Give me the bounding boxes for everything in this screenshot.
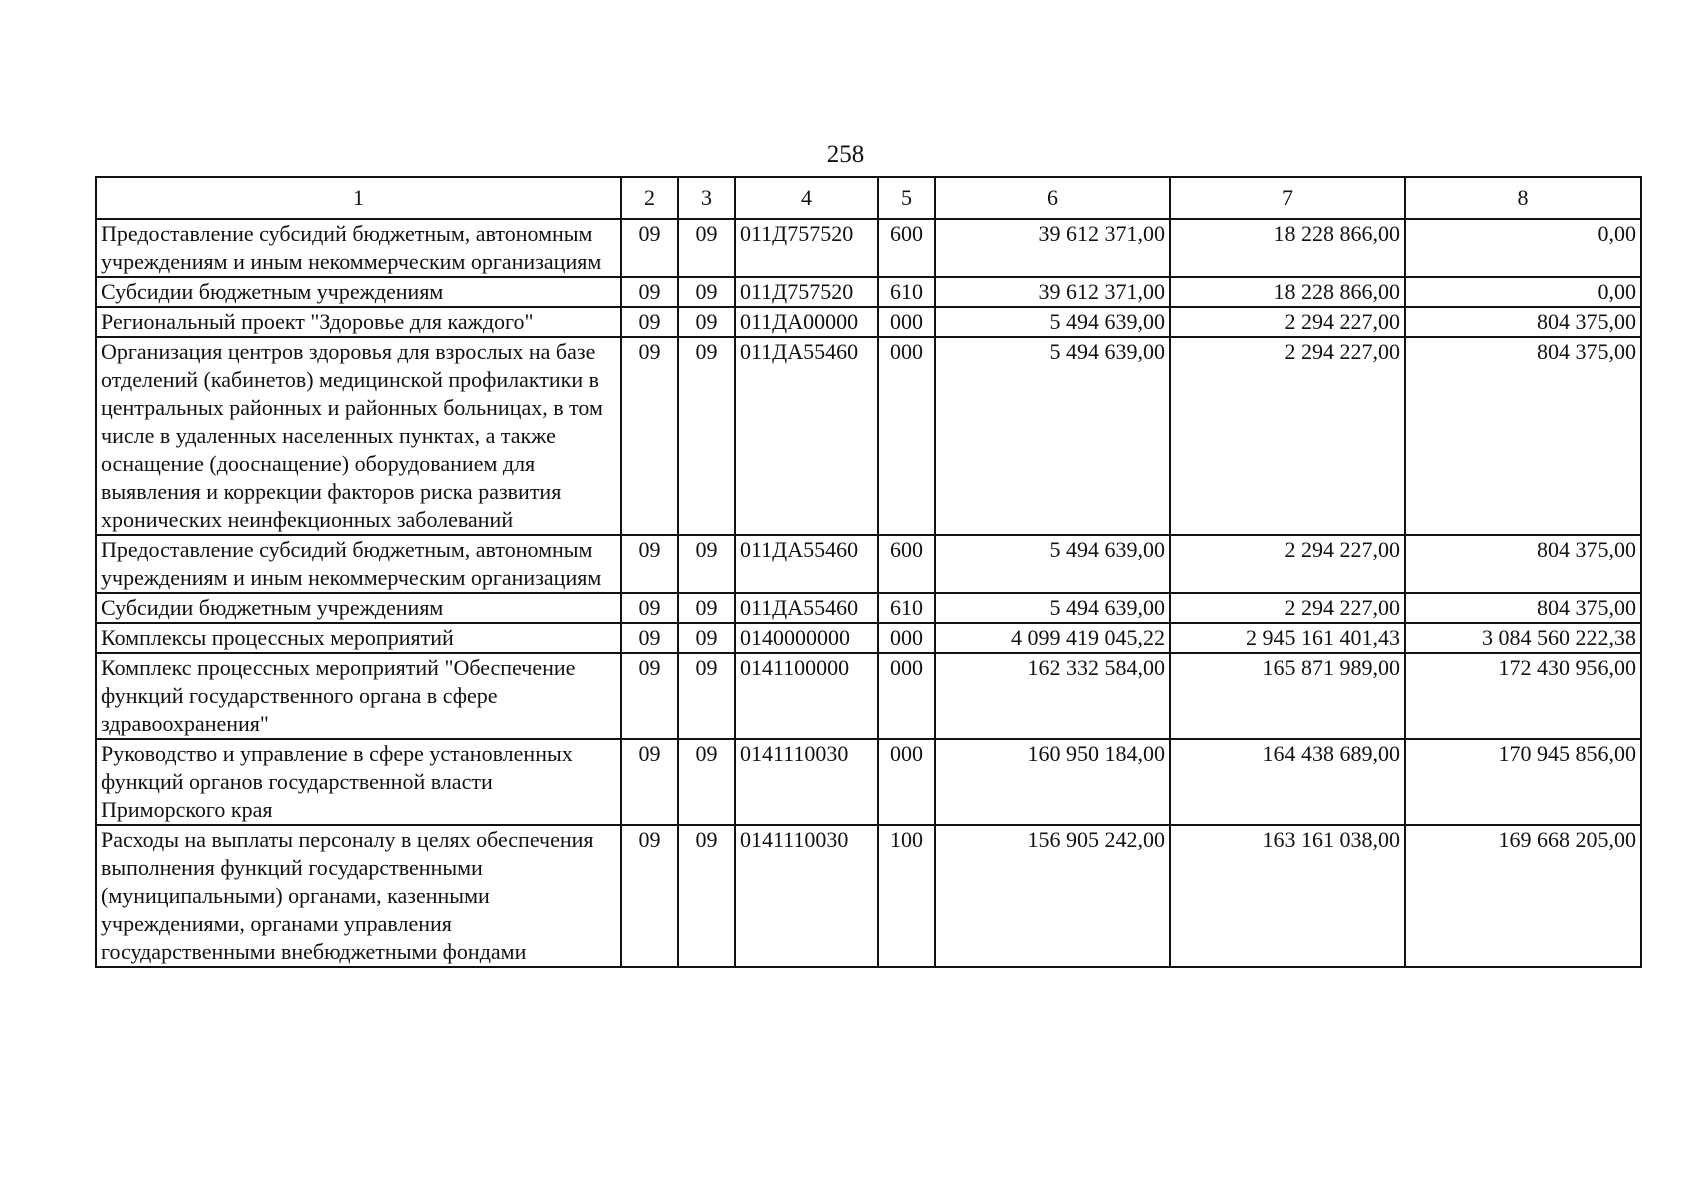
table-row: [96, 593, 1641, 623]
table-row: [96, 623, 1641, 653]
row-expense-type-cell: 610: [878, 277, 935, 307]
row-expense-type-cell: 610: [878, 593, 935, 623]
row-name-cell: Субсидии бюджетным учреждениям: [96, 593, 621, 623]
row-subsection-cell: 09: [678, 623, 735, 653]
header-cell-3: 3: [678, 177, 735, 219]
row-name-cell: Руководство и управление в сфере установленных функций органов государственной власти Приморского края: [96, 739, 621, 825]
row-name-cell: Региональный проект "Здоровье для каждого": [96, 307, 621, 337]
row-amount-col6: 156 905 242,00: [935, 825, 1170, 967]
row-subsection-cell: 09: [678, 219, 735, 277]
table-row: [96, 653, 1641, 739]
row-expense-type-cell: 000: [878, 623, 935, 653]
row-target-code-cell: 0141110030: [735, 825, 878, 967]
table-row: [96, 825, 1641, 967]
row-amount-col6: 5 494 639,00: [935, 535, 1170, 593]
table-body: [96, 219, 1641, 967]
row-name-cell: Субсидии бюджетным учреждениям: [96, 277, 621, 307]
header-row: [96, 177, 1641, 219]
row-expense-type-cell: 600: [878, 219, 935, 277]
row-subsection-cell: 09: [678, 739, 735, 825]
row-target-code-cell: 0141110030: [735, 739, 878, 825]
row-section-cell: 09: [621, 535, 678, 593]
header-cell-7: 7: [1170, 177, 1405, 219]
row-section-cell: 09: [621, 277, 678, 307]
row-amount-col6: 162 332 584,00: [935, 653, 1170, 739]
row-expense-type-cell: 000: [878, 307, 935, 337]
header-cell-1: 1: [96, 177, 621, 219]
row-name-cell: Комплекс процессных мероприятий "Обеспечение функций государственного органа в сфере здравоохранения": [96, 653, 621, 739]
header-cell-2: 2: [621, 177, 678, 219]
row-subsection-cell: 09: [678, 825, 735, 967]
header-cell-5: 5: [878, 177, 935, 219]
row-amount-col7: 2 294 227,00: [1170, 337, 1405, 535]
row-section-cell: 09: [621, 653, 678, 739]
row-subsection-cell: 09: [678, 337, 735, 535]
row-target-code-cell: 0140000000: [735, 623, 878, 653]
row-amount-col8: 170 945 856,00: [1405, 739, 1641, 825]
row-amount-col8: 0,00: [1405, 277, 1641, 307]
table-row: [96, 337, 1641, 535]
row-amount-col7: 2 294 227,00: [1170, 535, 1405, 593]
row-subsection-cell: 09: [678, 307, 735, 337]
row-amount-col6: 4 099 419 045,22: [935, 623, 1170, 653]
row-name-cell: Расходы на выплаты персоналу в целях обеспечения выполнения функций государственными (муниципальными) органами, казенными учреждениями, органами управления государственными внебюджетными фондами: [96, 825, 621, 967]
row-name-cell: Предоставление субсидий бюджетным, автономным учреждениям и иным некоммерческим организациям: [96, 535, 621, 593]
row-name-cell: Комплексы процессных мероприятий: [96, 623, 621, 653]
row-amount-col8: 0,00: [1405, 219, 1641, 277]
row-amount-col7: 165 871 989,00: [1170, 653, 1405, 739]
row-amount-col8: 804 375,00: [1405, 593, 1641, 623]
row-name-cell: Предоставление субсидий бюджетным, автономным учреждениям и иным некоммерческим организациям: [96, 219, 621, 277]
row-subsection-cell: 09: [678, 593, 735, 623]
row-subsection-cell: 09: [678, 653, 735, 739]
row-amount-col6: 5 494 639,00: [935, 593, 1170, 623]
row-subsection-cell: 09: [678, 535, 735, 593]
row-expense-type-cell: 000: [878, 739, 935, 825]
row-amount-col8: 804 375,00: [1405, 337, 1641, 535]
row-target-code-cell: 011Д757520: [735, 277, 878, 307]
row-amount-col7: 18 228 866,00: [1170, 219, 1405, 277]
row-amount-col6: 5 494 639,00: [935, 337, 1170, 535]
row-expense-type-cell: 000: [878, 337, 935, 535]
row-amount-col7: 2 294 227,00: [1170, 307, 1405, 337]
row-section-cell: 09: [621, 307, 678, 337]
row-amount-col8: 3 084 560 222,38: [1405, 623, 1641, 653]
row-amount-col8: 804 375,00: [1405, 307, 1641, 337]
row-target-code-cell: 011ДА55460: [735, 337, 878, 535]
header-cell-4: 4: [735, 177, 878, 219]
row-target-code-cell: 011ДА55460: [735, 593, 878, 623]
row-expense-type-cell: 600: [878, 535, 935, 593]
row-amount-col6: 39 612 371,00: [935, 219, 1170, 277]
row-amount-col7: 2 945 161 401,43: [1170, 623, 1405, 653]
row-target-code-cell: 011ДА00000: [735, 307, 878, 337]
row-amount-col8: 804 375,00: [1405, 535, 1641, 593]
row-amount-col8: 169 668 205,00: [1405, 825, 1641, 967]
row-amount-col8: 172 430 956,00: [1405, 653, 1641, 739]
row-amount-col6: 160 950 184,00: [935, 739, 1170, 825]
table-row: [96, 277, 1641, 307]
table-row: [96, 307, 1641, 337]
row-section-cell: 09: [621, 593, 678, 623]
page-number: 258: [826, 141, 865, 168]
row-subsection-cell: 09: [678, 277, 735, 307]
row-amount-col6: 39 612 371,00: [935, 277, 1170, 307]
row-target-code-cell: 011Д757520: [735, 219, 878, 277]
row-target-code-cell: 011ДА55460: [735, 535, 878, 593]
row-name-cell: Организация центров здоровья для взрослых на базе отделений (кабинетов) медицинской профилактики в центральных районных и районных больницах, в том числе в удаленных населенных пунктах, а также оснащение (дооснащение) оборудованием для выявления и коррекции факторов риска развития хронических неинфекционных заболеваний: [96, 337, 621, 535]
row-amount-col7: 164 438 689,00: [1170, 739, 1405, 825]
row-target-code-cell: 0141100000: [735, 653, 878, 739]
row-amount-col7: 2 294 227,00: [1170, 593, 1405, 623]
row-section-cell: 09: [621, 739, 678, 825]
row-section-cell: 09: [621, 623, 678, 653]
budget-table: [95, 176, 1642, 968]
row-expense-type-cell: 000: [878, 653, 935, 739]
row-section-cell: 09: [621, 337, 678, 535]
row-section-cell: 09: [621, 825, 678, 967]
row-section-cell: 09: [621, 219, 678, 277]
header-cell-8: 8: [1405, 177, 1641, 219]
row-expense-type-cell: 100: [878, 825, 935, 967]
table-row: [96, 535, 1641, 593]
table-row: [96, 219, 1641, 277]
row-amount-col6: 5 494 639,00: [935, 307, 1170, 337]
row-amount-col7: 18 228 866,00: [1170, 277, 1405, 307]
table-row: [96, 739, 1641, 825]
row-amount-col7: 163 161 038,00: [1170, 825, 1405, 967]
header-cell-6: 6: [935, 177, 1170, 219]
